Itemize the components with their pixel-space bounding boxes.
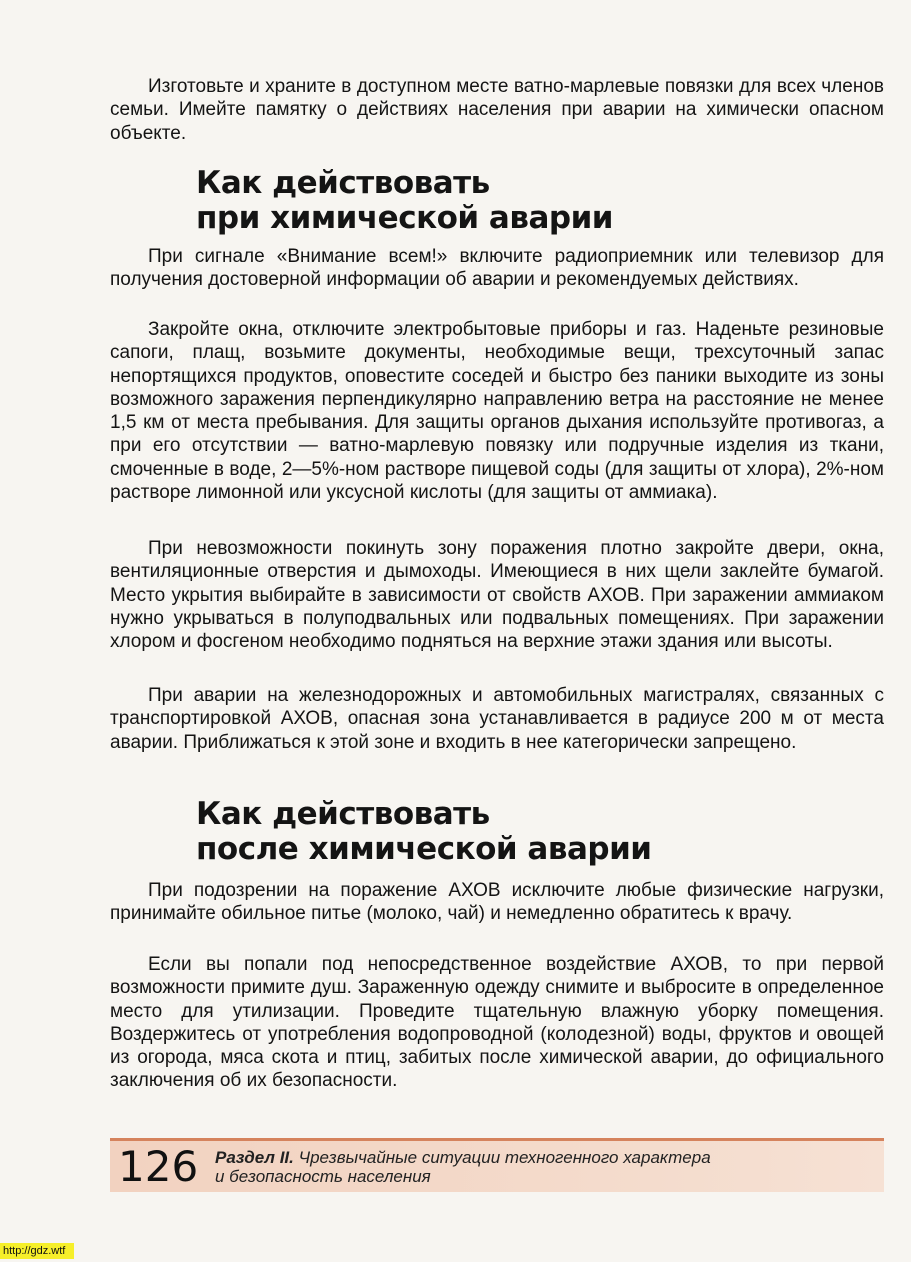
- watermark-link[interactable]: http://gdz.wtf: [0, 1243, 74, 1259]
- heading-line: Как действовать: [196, 165, 490, 201]
- paragraph: При аварии на железнодорожных и автомобильных магистралях, связанных с транспортировкой АХОВ, опасная зона устанавливается в радиусе 200 м от места аварии. Приближаться к этой зоне и входить в нее категорически запрещено.: [110, 685, 884, 753]
- heading-line: при химической аварии: [196, 200, 614, 236]
- heading-line: Как действовать: [196, 796, 490, 832]
- heading-line: после химической аварии: [196, 831, 652, 867]
- paragraph: При сигнале «Внимание всем!» включите радиоприемник или телевизор для получения достоверной информации об аварии и рекомендуемых действиях.: [110, 246, 884, 291]
- section-heading-after-accident: [196, 797, 836, 867]
- intro-paragraph: Изготовьте и храните в доступном месте ватно-марлевые повязки для всех членов семьи. Имейте памятку о действиях населения при аварии на химически опасном объекте.: [110, 76, 884, 144]
- section-heading-during-accident: [196, 166, 836, 236]
- section-title-line1: Чрезвычайные ситуации техногенного характера: [298, 1148, 711, 1167]
- paragraph: При невозможности покинуть зону поражения плотно закройте двери, окна, вентиляционные отверстия и дымоходы. Имеющиеся в них щели заклейте бумагой. Место укрытия выбирайте в зависимости от свойств АХОВ. При заражении аммиаком нужно укрываться в полуподвальных или подвальных помещениях. При заражении хлором и фосгеном необходимо подняться на верхние этажи здания или высоты.: [110, 538, 884, 653]
- paragraph: Закройте окна, отключите электробытовые приборы и газ. Наденьте резиновые сапоги, плащ, возьмите документы, необходимые вещи, трехсуточный запас непортящихся продуктов, оповестите соседей и быстро без паники выходите из зоны возможного заражения перпендикулярно направлению ветра на расстояние не менее 1,5 км от места пребывания. Для защиты органов дыхания используйте противогаз, а при его отсутствии — ватно-марлевую повязку или подручные изделия из ткани, смоченные в воде, 2—5%-ном растворе пищевой соды (для защиты от хлора), 2%-ном растворе лимонной или уксусной кислоты (для защиты от аммиака).: [110, 319, 884, 504]
- page-number: 126: [118, 1142, 199, 1191]
- footer-section-title: [215, 1148, 835, 1186]
- section-title-line2: и безопасность населения: [215, 1167, 431, 1186]
- paragraph: При подозрении на поражение АХОВ исключите любые физические нагрузки, принимайте обильное питье (молоко, чай) и немедленно обратитесь к врачу.: [110, 880, 884, 925]
- footer-divider: [110, 1138, 884, 1141]
- section-label: Раздел II.: [215, 1148, 294, 1167]
- paragraph: Если вы попали под непосредственное воздействие АХОВ, то при первой возможности примите душ. Зараженную одежду снимите и выбросите в определенное место для утилизации. Проведите тщательную влажную уборку помещения. Воздержитесь от употребления водопроводной (колодезной) воды, фруктов и овощей из огорода, мяса скота и птиц, забитых после химической аварии, до официального заключения об их безопасности.: [110, 954, 884, 1092]
